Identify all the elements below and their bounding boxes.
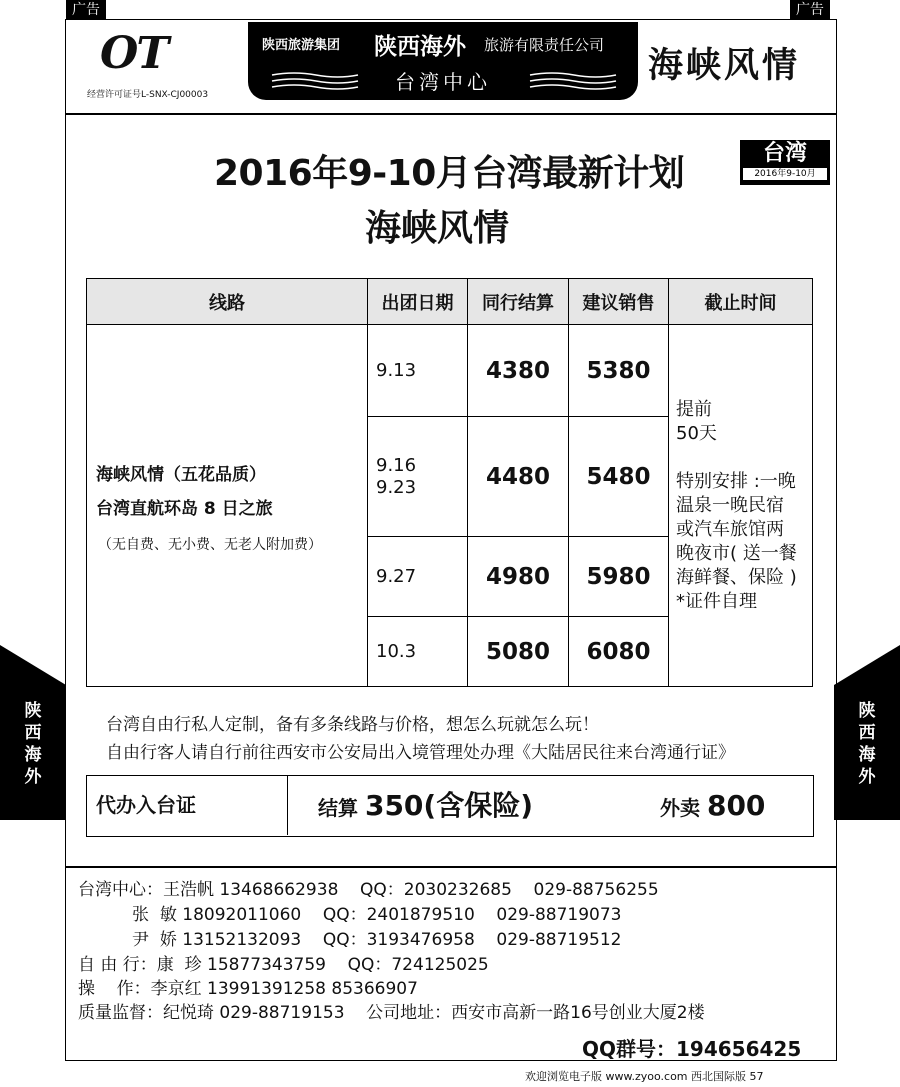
license-number: 经营许可证号L-SNX-CJ00003: [87, 90, 209, 100]
departure-date: 9.13: [368, 325, 468, 417]
ad-label-right: 广告: [790, 0, 830, 20]
company-name: 旅游有限责任公司: [484, 36, 605, 54]
tour-title: 海峡风情: [365, 208, 510, 249]
promo-text: [106, 711, 735, 767]
visa-retail-price: [660, 775, 765, 839]
col-header-route: 线路: [87, 279, 368, 325]
settle-prefix: 结算: [318, 796, 358, 820]
route-subtitle: 台湾直航环岛 8 日之旅: [96, 498, 273, 519]
col-header-retail-price: 建议销售: [569, 279, 669, 325]
departure-date: 10.3: [368, 617, 468, 687]
retail-price: 5980: [569, 537, 669, 617]
settle-value: 350(含保险): [364, 789, 534, 822]
route-name: 海峡风情（五花品质）: [96, 464, 266, 485]
contact-line: 操 作：李京红 13991391258 85366907: [78, 979, 418, 999]
brand-name: 陕西海外: [374, 33, 466, 60]
table-header-row: [87, 279, 813, 325]
trade-price: 4980: [468, 537, 569, 617]
deadline-cell: [669, 325, 813, 687]
retail-price: 6080: [569, 617, 669, 687]
badge-date: 2016年9-10月: [743, 168, 827, 180]
wave-icon-right: [528, 70, 618, 92]
route-note: （无自费、无小费、无老人附加费）: [98, 536, 322, 553]
departure-date: 9.27: [368, 537, 468, 617]
visa-settle-price: [318, 775, 533, 839]
side-ribbon-right: [834, 645, 900, 820]
price-table: [86, 278, 813, 687]
promo-line: 自由行客人请自行前往西安市公安局出入境管理处办理《大陆居民往来台湾通行证》: [106, 743, 735, 763]
page-footer: 欢迎浏览电子版 www.zyoo.com 西北国际版 57: [525, 1070, 764, 1083]
col-header-date: 出团日期: [368, 279, 468, 325]
table-row: [87, 325, 813, 417]
col-header-deadline: 截止时间: [669, 279, 813, 325]
badge-label: 台湾: [762, 141, 807, 166]
taiwan-badge: [740, 140, 830, 185]
center-name: 台湾中心: [395, 70, 491, 94]
visa-label: 代办入台证: [86, 775, 288, 835]
header-divider: [65, 113, 837, 115]
side-ribbon-left: [0, 645, 66, 820]
trade-price: 5080: [468, 617, 569, 687]
retail-price: 5380: [569, 325, 669, 417]
deadline-text: 提前 50天 特别安排 :一晚 温泉一晚民宿 或汽车旅馆两 晚夜市( 送一餐 海鲜餐、保险 ) *证件自理: [676, 398, 797, 612]
contact-divider: [65, 866, 837, 868]
contact-line: 台湾中心：王浩帆 13468662938 QQ：2030232685 029-88756255: [78, 880, 659, 900]
side-label-right: 陕 西 海 外: [858, 701, 876, 787]
col-header-trade-price: 同行结算: [468, 279, 569, 325]
sell-prefix: 外卖: [660, 796, 700, 820]
sell-value: 800: [706, 789, 766, 822]
contact-line: 张 敏 18092011060 QQ：2401879510 029-88719073: [78, 905, 622, 925]
promo-line: 台湾自由行私人定制，备有多条线路与价格，想怎么玩就怎么玩！: [106, 715, 599, 735]
contact-line: 自 由 行：康 珍 15877343759 QQ：724125025: [78, 955, 489, 975]
side-label-left: 陕 西 海 外: [24, 701, 42, 787]
contact-line: 质量监督：纪悦琦 029-88719153 公司地址：西安市高新一路16号创业大厦2楼: [78, 1003, 705, 1023]
page-title: 2016年9-10月台湾最新计划: [214, 153, 685, 194]
departure-date: 9.16 9.23: [368, 417, 468, 537]
group-name: 陕西旅游集团: [262, 38, 341, 53]
ad-label-left: 广告: [66, 0, 106, 20]
slogan-calligraphy: 海峡风情: [648, 45, 801, 86]
route-cell: [87, 325, 368, 687]
ot-logo: OT: [100, 28, 168, 79]
retail-price: 5480: [569, 417, 669, 537]
contact-line: 尹 娇 13152132093 QQ：3193476958 029-88719512: [78, 930, 622, 950]
company-banner: [248, 22, 638, 100]
qq-group-number: QQ群号：194656425: [582, 1037, 802, 1061]
trade-price: 4380: [468, 325, 569, 417]
trade-price: 4480: [468, 417, 569, 537]
